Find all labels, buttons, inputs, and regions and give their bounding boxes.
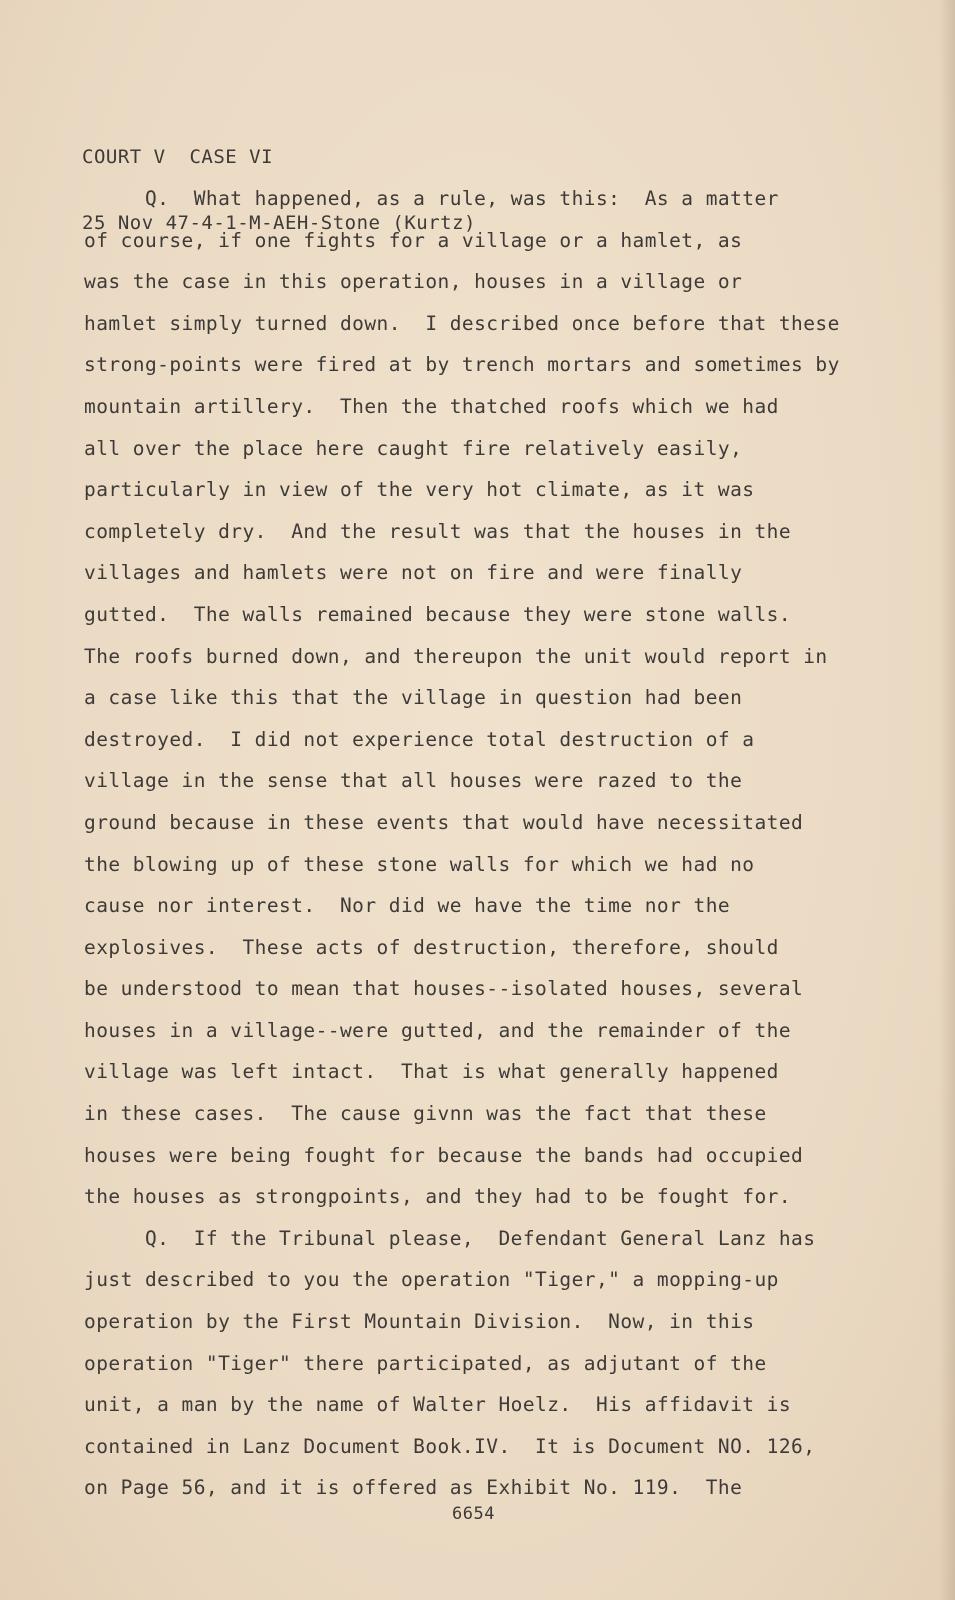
transcript-line: just described to you the operation "Tiger," a mopping-up xyxy=(84,1268,779,1292)
page-edge-shadow xyxy=(939,0,955,1600)
transcript-line: Q. What happened, as a rule, was this: As a matter xyxy=(84,187,779,210)
transcript-line: was the case in this operation, houses in a village or xyxy=(84,270,743,294)
transcript-line: particularly in view of the very hot climate, as it was xyxy=(84,478,755,502)
transcript-line: all over the place here caught fire relatively easily, xyxy=(84,436,743,460)
transcript-line: Q. If the Tribunal please, Defendant General Lanz has xyxy=(84,1226,816,1250)
transcript-line: the houses as strongpoints, and they had to be fought for. xyxy=(84,1185,792,1209)
transcript-line: cause nor interest. Nor did we have the time nor the xyxy=(84,894,731,918)
transcript-line: hamlet simply turned down. I described once before that these xyxy=(84,311,840,335)
transcript-line: village was left intact. That is what generally happened xyxy=(84,1060,779,1084)
header-date-reference: 25 Nov 47-4-1-M-AEH-Stone (Kurtz) xyxy=(82,212,476,234)
transcript-line: villages and hamlets were not on fire and were finally xyxy=(84,561,743,585)
transcript-line: a case like this that the village in question had been xyxy=(84,686,743,710)
transcript-line: mountain artillery. Then the thatched roofs which we had xyxy=(84,394,779,418)
transcript-line: be understood to mean that houses--isolated houses, several xyxy=(84,977,804,1001)
transcript-line: completely dry. And the result was that the houses in the xyxy=(84,519,792,543)
transcript-line: explosives. These acts of destruction, therefore, should xyxy=(84,935,779,959)
transcript-body xyxy=(84,178,864,1509)
page-number: 6654 xyxy=(452,1504,495,1524)
transcript-line: the blowing up of these stone walls for which we had no xyxy=(84,852,755,876)
transcript-line: in these cases. The cause givnn was the fact that these xyxy=(84,1102,767,1126)
transcript-line: village in the sense that all houses were razed to the xyxy=(84,769,743,793)
transcript-line: houses in a village--were gutted, and the remainder of the xyxy=(84,1018,792,1042)
transcript-line: ground because in these events that would have necessitated xyxy=(84,810,804,834)
transcript-line: houses were being fought for because the bands had occupied xyxy=(84,1143,804,1167)
transcript-line: on Page 56, and it is offered as Exhibit No. 119. The xyxy=(84,1476,743,1500)
transcript-line: destroyed. I did not experience total destruction of a xyxy=(84,727,755,751)
transcript-line: unit, a man by the name of Walter Hoelz. His affidavit is xyxy=(84,1393,792,1417)
transcript-line: gutted. The walls remained because they were stone walls. xyxy=(84,602,792,626)
transcript-line: The roofs burned down, and thereupon the unit would report in xyxy=(84,644,828,668)
transcript-line: of course, if one fights for a village or a hamlet, as xyxy=(84,228,743,252)
transcript-line: operation by the First Mountain Division. Now, in this xyxy=(84,1310,755,1334)
transcript-line: strong-points were fired at by trench mortars and sometimes by xyxy=(84,353,840,377)
header-court-case: COURT V CASE VI xyxy=(82,146,274,168)
transcript-line: operation "Tiger" there participated, as adjutant of the xyxy=(84,1351,767,1375)
transcript-line: contained in Lanz Document Book.IV. It is Document NO. 126, xyxy=(84,1434,816,1458)
